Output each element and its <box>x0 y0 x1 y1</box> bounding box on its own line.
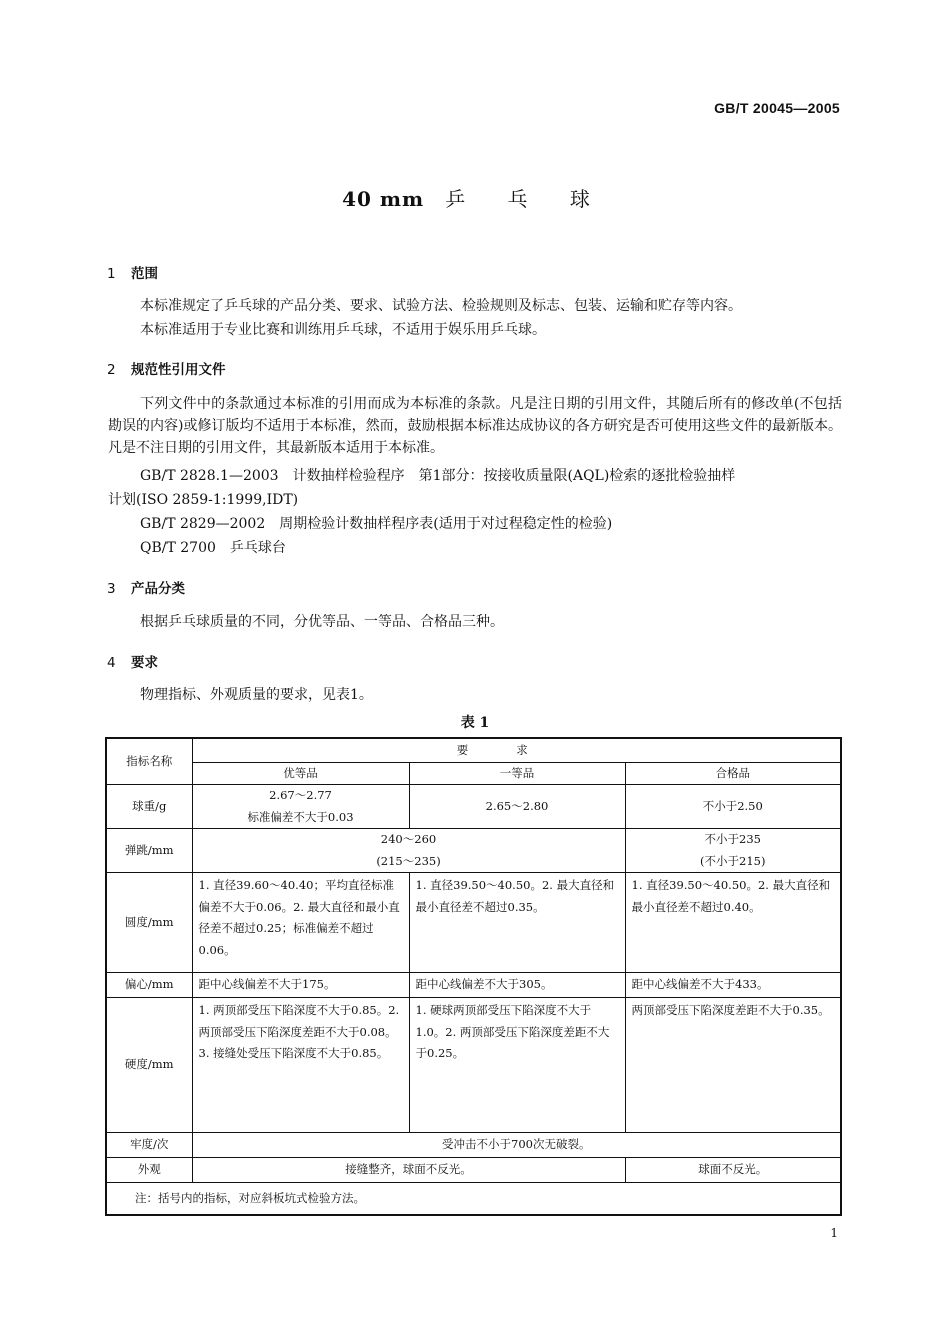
eccentricity-grade-1: 距中心线偏差不大于175。 <box>192 973 409 998</box>
page-title <box>0 183 950 212</box>
title-name: 乒 乓 球 <box>445 187 608 211</box>
bounce-grade-3 <box>625 829 841 873</box>
bounce-grade-1-2 <box>192 829 625 873</box>
weight-grade-1-line-2: 标准偏差不大于0.03 <box>247 809 354 824</box>
weight-grade-1 <box>192 785 409 829</box>
roundness-grade-1: 1. 直径39.60～40.40；平均直径标准偏差不大于0.06。2. 最大直径和最小直径差不超过0.25；标准偏差不超过0.06。 <box>192 873 409 973</box>
title-size: 40 mm <box>342 187 425 211</box>
row-name-eccentricity: 偏心/mm <box>106 973 192 998</box>
section-3-heading <box>107 577 185 597</box>
section-number: 3 <box>107 581 116 597</box>
header-requirement: 要求 <box>192 738 841 762</box>
row-name-appearance: 外观 <box>106 1158 192 1183</box>
table-row <box>106 873 841 973</box>
table-row <box>106 973 841 998</box>
reference-1-line-1: GB/T 2828.1—2003 计数抽样检验程序 第1部分：按接收质量限(AQL)检索的逐批检验抽样 <box>140 468 736 484</box>
appearance-grade-1-2: 接缝整齐，球面不反光。 <box>192 1158 625 1183</box>
section-1-heading <box>107 262 158 282</box>
section-2-heading <box>107 358 226 378</box>
table-note-row <box>106 1183 841 1215</box>
table-row <box>106 829 841 873</box>
reference-2: GB/T 2829—2002 周期检验计数抽样程序表(适用于对过程稳定性的检验) <box>140 516 613 532</box>
header-grade-1: 优等品 <box>192 762 409 785</box>
section-title: 规范性引用文件 <box>131 362 226 378</box>
bounce-grade-3-line-2: (不小于215) <box>700 853 766 868</box>
section-number: 4 <box>107 655 116 671</box>
weight-grade-3: 不小于2.50 <box>625 785 841 829</box>
durability-all-grades: 受冲击不小于700次无破裂。 <box>192 1133 841 1158</box>
hardness-grade-3: 两顶部受压下陷深度差距不大于0.35。 <box>625 998 841 1133</box>
hardness-grade-1: 1. 两顶部受压下陷深度不大于0.85。2. 两顶部受压下陷深度差距不大于0.08。3. 接缝处受压下陷深度不大于0.85。 <box>192 998 409 1133</box>
section-1-paragraph-1: 本标准规定了乒乓球的产品分类、要求、试验方法、检验规则及标志、包装、运输和贮存等内容。 <box>140 298 742 314</box>
section-1-paragraph-2: 本标准适用于专业比赛和训练用乒乓球，不适用于娱乐用乒乓球。 <box>140 322 546 338</box>
section-number: 2 <box>107 362 116 378</box>
row-name-roundness: 圆度/mm <box>106 873 192 973</box>
row-name-bounce: 弹跳/mm <box>106 829 192 873</box>
table-row <box>106 785 841 829</box>
row-name-durability: 牢度/次 <box>106 1133 192 1158</box>
table-row <box>106 1158 841 1183</box>
row-name-weight: 球重/g <box>106 785 192 829</box>
table-row <box>106 998 841 1133</box>
hardness-grade-2: 1. 硬球两顶部受压下陷深度不大于1.0。2. 两顶部受压下陷深度差距不大于0.25。 <box>409 998 625 1133</box>
section-2-paragraph-1: 下列文件中的条款通过本标准的引用而成为本标准的条款。凡是注日期的引用文件，其随后所有的修改单(不包括勘误的内容)或修订版均不适用于本标准，然而，鼓励根据本标准达成协议的各方研究是否可使用这些文件的最新版本。凡是不注日期的引用文件，其最新版本适用于本标准。 <box>108 396 842 456</box>
standard-code: GB/T 20045—2005 <box>714 100 840 116</box>
weight-grade-1-line-1: 2.67～2.77 <box>269 788 332 802</box>
section-4-heading <box>107 651 158 671</box>
section-4-paragraph-1: 物理指标、外观质量的要求，见表1。 <box>140 687 373 703</box>
section-title: 产品分类 <box>131 581 185 597</box>
reference-1-line-2: 计划(ISO 2859-1:1999,IDT) <box>108 492 299 508</box>
table-note: 注：括号内的指标，对应斜板坑式检验方法。 <box>106 1183 841 1215</box>
page-number: 1 <box>830 1226 838 1240</box>
bounce-grade-1-2-line-1: 240～260 <box>380 832 437 846</box>
header-indicator: 指标名称 <box>106 738 192 785</box>
row-name-hardness: 硬度/mm <box>106 998 192 1133</box>
eccentricity-grade-2: 距中心线偏差不大于305。 <box>409 973 625 998</box>
table-grade-row <box>106 762 841 785</box>
appearance-grade-3: 球面不反光。 <box>625 1158 841 1183</box>
header-grade-2: 一等品 <box>409 762 625 785</box>
eccentricity-grade-3: 距中心线偏差不大于433。 <box>625 973 841 998</box>
weight-grade-2: 2.65～2.80 <box>409 785 625 829</box>
table-caption: 表 1 <box>460 715 490 731</box>
bounce-grade-3-line-1: 不小于235 <box>704 832 761 846</box>
section-3-paragraph-1: 根据乒乓球质量的不同，分优等品、一等品、合格品三种。 <box>140 614 504 630</box>
section-title: 要求 <box>131 655 158 671</box>
reference-3: QB/T 2700 乒乓球台 <box>140 540 286 556</box>
table-header-row <box>106 738 841 762</box>
header-grade-3: 合格品 <box>625 762 841 785</box>
section-title: 范围 <box>131 266 158 282</box>
bounce-grade-1-2-line-2: (215～235) <box>376 853 441 868</box>
section-number: 1 <box>107 266 116 282</box>
roundness-grade-2: 1. 直径39.50～40.50。2. 最大直径和最小直径差不超过0.35。 <box>409 873 625 973</box>
table-row <box>106 1133 841 1158</box>
requirements-table <box>105 737 842 1216</box>
roundness-grade-3: 1. 直径39.50～40.50。2. 最大直径和最小直径差不超过0.40。 <box>625 873 841 973</box>
